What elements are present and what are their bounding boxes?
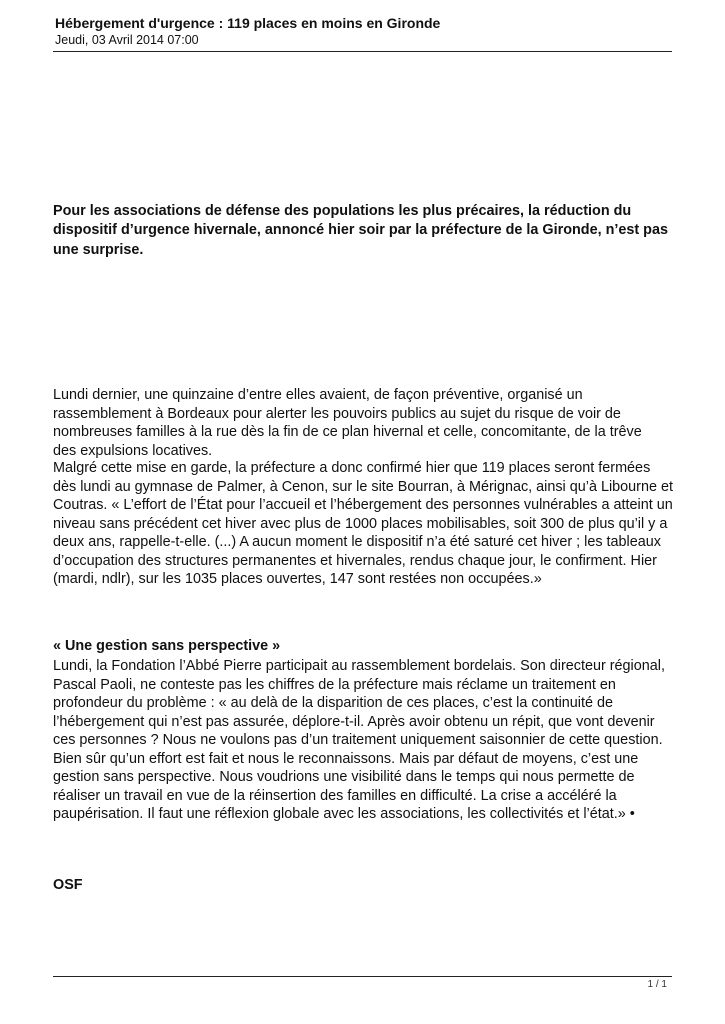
footer-divider [53,976,672,977]
article-paragraph-1: Lundi dernier, une quinzaine d’entre elles avaient, de façon préventive, organisé un rassemblement à Bordeaux pour alerter les pouvoirs publics au sujet du risque de voir de nombreuses familles à la rue dès la fin de ce plan hivernal et celle, concomitante, de la trêve des expulsions locatives. [53,387,642,459]
header-divider [53,51,672,52]
article-paragraph-3: Lundi, la Fondation l’Abbé Pierre participait au rassemblement bordelais. Son directeur régional, Pascal Paoli, ne conteste pas les chiffres de la préfecture mais réclame un traitement en profondeur du problème : « au delà de la disparition de ces places, c’est la continuité de l’hébergement qui n’est pas assurée, déplore-t-il. Après avoir obtenu un répit, que vont devenir ces personnes ? Nous ne voulons pas d’un traitement uniquement saisonnier de cette question. Bien sûr qu’un effort est fait et nous le reconnaissons. Mais par défaut de moyens, c’est une gestion sans perspective. Nous voudrions une visibilité dans le temps qui nous permette de réaliser un travail en vue de la réinsertion des familles en difficulté. La crise a accéléré la paupérisation. Il faut une réflexion globale avec les associations, les collectivités et l’état.» • [53,658,665,822]
article-signature: OSF [53,877,83,893]
article-lead: Pour les associations de défense des populations les plus précaires, la réduction du dispositif d’urgence hivernale, annoncé hier soir par la préfecture de la Gironde, n’est pas une surprise. [53,203,668,258]
article-paragraph-2: Malgré cette mise en garde, la préfecture a donc confirmé hier que 119 places seront fermées dès lundi au gymnase de Palmer, à Cenon, sur le site Bourran, à Mérignac, ainsi qu’à Libourne et Coutras. « L’effort de l’État pour l’accueil et l’hébergement des personnes vulnérables a atteint un niveau sans précédent cet hiver avec plus de 1000 places mobilisables, soit 300 de plus qu’il y a deux ans, rappelle-t-elle. (...) A aucun moment le dispositif n’a été saturé cet hiver ; les tableaux d’occupation des structures permanentes et hivernales, rendus chaque jour, le confirment. Hier (mardi, ndlr), sur les 1035 places ouvertes, 147 sont restées non occupées.» [53,460,673,587]
publication-date: Jeudi, 03 Avril 2014 07:00 [55,33,199,47]
page-number: 1 / 1 [647,979,667,990]
document-title: Hébergement d'urgence : 119 places en moins en Gironde [55,15,441,31]
document-header [55,14,670,48]
article-subheading: « Une gestion sans perspective » [53,638,281,654]
